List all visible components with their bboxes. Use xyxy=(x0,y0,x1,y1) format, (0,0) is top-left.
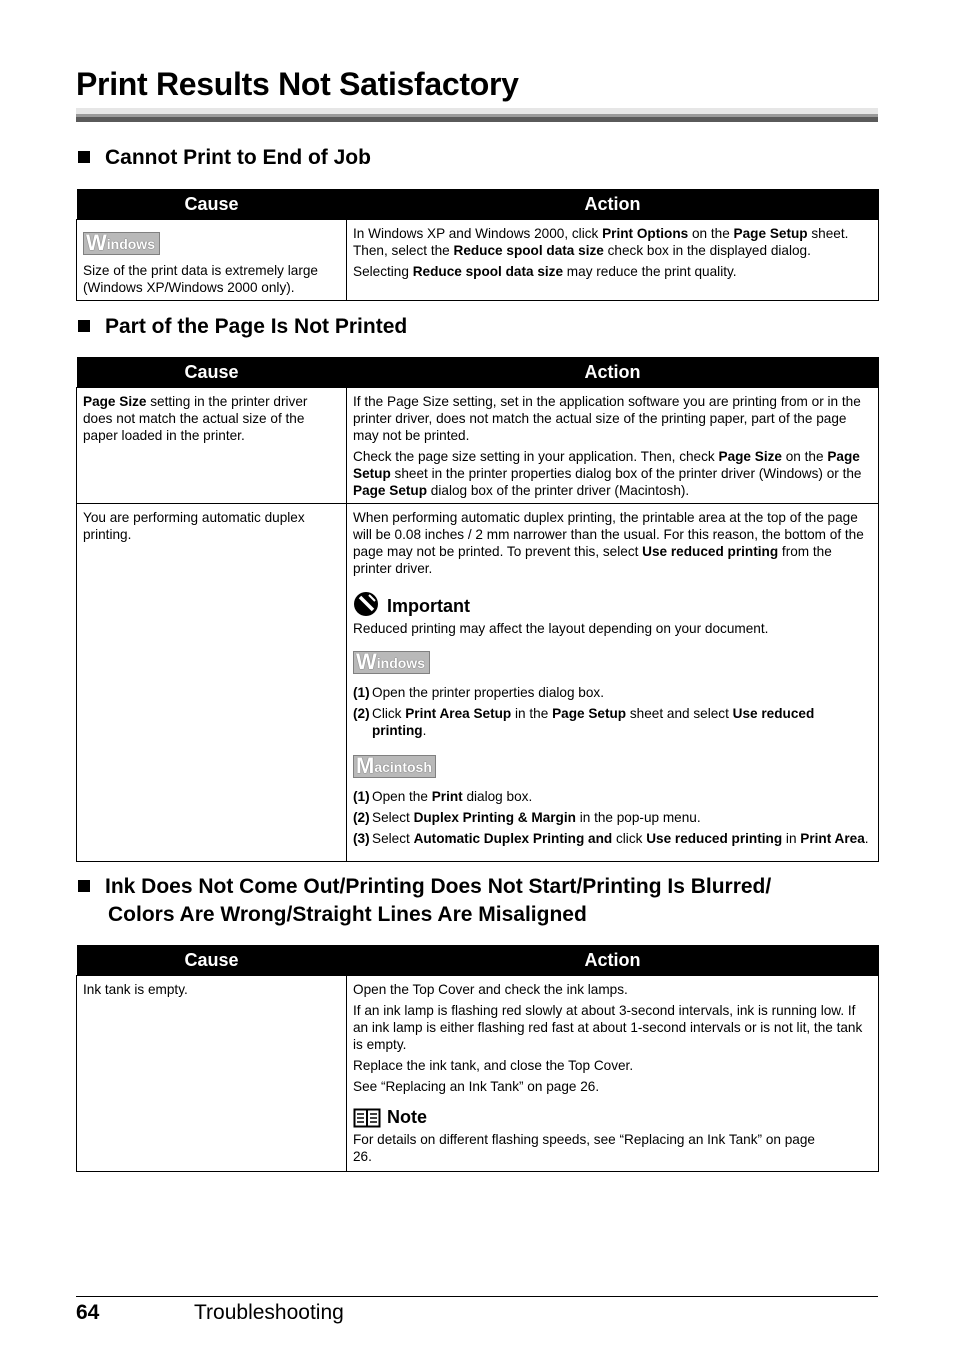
part-not-printed-table xyxy=(76,357,879,862)
square-bullet-icon xyxy=(78,880,90,892)
action-text: If the Page Size setting, set in the application software you are printing from or in the printer driver, does not match the actual size of the printing paper, part of the page may not be printed. xyxy=(353,394,861,443)
square-bullet-icon xyxy=(78,320,90,332)
action-cell xyxy=(347,976,879,1172)
action-text: In Windows XP and Windows 2000, click Print Options on the Page Setup sheet. Then, select the Reduce spool data size check box in the displayed dialog. xyxy=(353,226,849,258)
footer-rule xyxy=(76,1296,878,1297)
mac-step: (2) Select Duplex Printing & Margin in the pop-up menu. xyxy=(353,810,701,825)
table-header-row xyxy=(77,357,879,388)
cause-header: Cause xyxy=(77,189,347,220)
windows-logo-icon: Windows xyxy=(353,651,430,674)
action-cell xyxy=(347,504,879,862)
cause-cell: Page Size setting in the printer driver does not match the actual size of the paper loaded in the printer. xyxy=(77,388,347,504)
cause-cell: Ink tank is empty. xyxy=(77,976,347,1172)
footer-label: Troubleshooting xyxy=(194,1301,344,1324)
cannot-print-end-table xyxy=(76,189,879,301)
mac-step: (3) Select Automatic Duplex Printing and click Use reduced printing in Print Area. xyxy=(353,831,869,846)
action-text: Check the page size setting in your application. Then, check Page Size on the Page Setup sheet in the printer properties dialog box of the printer driver (Windows) or the Page Setup dialog box of the printer driver (Macintosh). xyxy=(353,449,862,498)
cause-header: Cause xyxy=(77,357,347,388)
action-text: See “Replacing an Ink Tank” on page 26. xyxy=(353,1079,600,1094)
action-text: If an ink lamp is flashing red slowly at about 3-second intervals, ink is running low. If an ink lamp is either flashing red fast at about 1-second intervals or is not lit, the tank is empty. xyxy=(353,1003,863,1052)
cause-text: Size of the print data is extremely large (Windows XP/Windows 2000 only). xyxy=(83,263,318,295)
table-row xyxy=(77,976,879,1172)
macintosh-logo-icon: Macintosh xyxy=(353,755,436,778)
action-header: Action xyxy=(347,189,879,220)
page-title: Print Results Not Satisfactory xyxy=(76,66,519,102)
ink-problems-table xyxy=(76,945,879,1172)
table-header-row xyxy=(77,945,879,976)
square-bullet-icon xyxy=(78,151,90,163)
action-text: When performing automatic duplex printing, the printable area at the top of the page will be 0.08 inches / 2 mm narrower than the usual. For this reason, the bottom of the page may not be printed. To prevent this, select Use reduced printing from the printer driver. xyxy=(353,510,864,576)
note-heading: Note xyxy=(353,1105,872,1129)
title-rule xyxy=(76,108,878,122)
action-header: Action xyxy=(347,945,879,976)
mac-step: (1) Open the Print dialog box. xyxy=(353,789,533,804)
page-number: 64 xyxy=(76,1301,100,1324)
section-heading-ink-problems: Ink Does Not Come Out/Printing Does Not Start/Printing Is Blurred/ Colors Are Wrong/Straight Lines Are Misaligned xyxy=(76,873,771,929)
windows-step: (2) Click Print Area Setup in the Page Setup sheet and select Use reduced printing. xyxy=(353,706,815,738)
action-cell xyxy=(347,388,879,504)
table-row xyxy=(77,388,879,504)
note-text: For details on different flashing speeds, see “Replacing an Ink Tank” on page 26. xyxy=(353,1132,815,1164)
book-icon xyxy=(353,1108,381,1128)
section-heading-cannot-print-end: Cannot Print to End of Job xyxy=(76,144,371,172)
windows-step: (1) Open the printer properties dialog box. xyxy=(353,685,604,700)
action-cell xyxy=(347,220,879,301)
action-text: Replace the ink tank, and close the Top Cover. xyxy=(353,1058,634,1073)
table-row xyxy=(77,504,879,862)
action-header: Action xyxy=(347,357,879,388)
table-row xyxy=(77,220,879,301)
section-heading-part-not-printed: Part of the Page Is Not Printed xyxy=(76,313,407,341)
action-text: Selecting Reduce spool data size may reduce the print quality. xyxy=(353,264,737,279)
cause-header: Cause xyxy=(77,945,347,976)
important-text: Reduced printing may affect the layout depending on your document. xyxy=(353,621,769,636)
table-header-row xyxy=(77,189,879,220)
cause-cell xyxy=(77,220,347,301)
cause-cell: You are performing automatic duplex printing. xyxy=(77,504,347,862)
important-icon xyxy=(353,591,381,617)
action-text: Open the Top Cover and check the ink lamps. xyxy=(353,982,628,997)
important-heading: Important xyxy=(353,591,872,618)
windows-logo-icon: Windows xyxy=(83,232,160,255)
